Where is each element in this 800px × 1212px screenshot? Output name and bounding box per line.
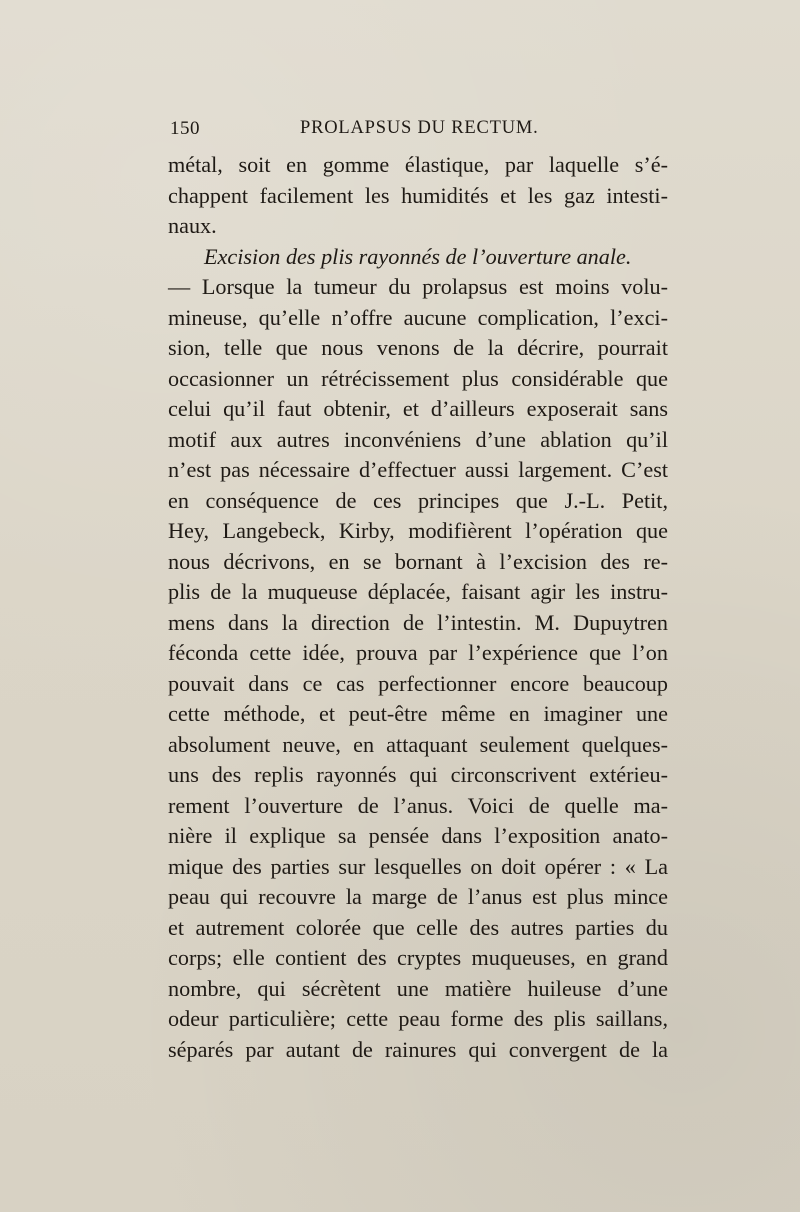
- text-line: séparés par autant de rainures qui convergent de la: [168, 1036, 668, 1062]
- text-line: métal, soit en gomme élastique, par laquelle s’é-: [168, 152, 668, 177]
- text-line: occasionner un rétrécissement plus considérable que: [168, 365, 668, 391]
- text-line: nous décrivons, en se bornant à l’excision des re-: [168, 548, 668, 574]
- running-title: PROLAPSUS DU RECTUM.: [300, 118, 539, 138]
- text-line: motif aux autres inconvéniens d’une ablation qu’il: [168, 426, 668, 452]
- text-line: nière il explique sa pensée dans l’exposition anato-: [168, 823, 668, 848]
- page-number: 150: [170, 118, 200, 139]
- body-text: [168, 150, 668, 1065]
- text-line: Hey, Langebeck, Kirby, modifièrent l’opération que: [168, 518, 668, 543]
- text-line: plis de la muqueuse déplacée, faisant agir les instru-: [168, 579, 668, 604]
- text-line: — Lorsque la tumeur du prolapsus est moins volu-: [168, 274, 668, 299]
- text-line: pouvait dans ce cas perfectionner encore beaucoup: [168, 670, 668, 696]
- text-line: uns des replis rayonnés qui circonscrivent extérieu-: [168, 762, 668, 787]
- text-line: peau qui recouvre la marge de l’anus est plus mince: [168, 884, 668, 909]
- text-line: naux.: [168, 213, 217, 238]
- text-line: absolument neuve, en attaquant seulement quelques-: [168, 731, 668, 757]
- text-line: celui qu’il faut obtenir, et d’ailleurs exposerait sans: [168, 396, 668, 421]
- text-line: féconda cette idée, prouva par l’expérience que l’on: [168, 640, 668, 665]
- text-line: corps; elle contient des cryptes muqueuses, en grand: [168, 945, 668, 970]
- section-heading: Excision des plis rayonnés de l’ouverture anale.: [204, 243, 632, 269]
- text-line: et autrement colorée que celle des autres parties du: [168, 914, 668, 940]
- text-line: mens dans la direction de l’intestin. M. Dupuytren: [168, 609, 668, 635]
- text-line: mique des parties sur lesquelles on doit opérer : « La: [168, 853, 668, 879]
- text-line: cette méthode, et peut-être même en imaginer une: [168, 701, 668, 726]
- text-line: mineuse, qu’elle n’offre aucune complication, l’exci-: [168, 304, 668, 330]
- text-line: nombre, qui sécrètent une matière huileuse d’une: [168, 975, 668, 1001]
- text-line: en conséquence de ces principes que J.-L. Petit,: [168, 487, 668, 513]
- text-line: rement l’ouverture de l’anus. Voici de quelle ma-: [168, 792, 668, 818]
- running-head: [170, 118, 690, 144]
- text-line: chappent facilement les humidités et les gaz intesti-: [168, 182, 668, 208]
- text-line: odeur particulière; cette peau forme des plis saillans,: [168, 1006, 668, 1031]
- text-line: sion, telle que nous venons de la décrire, pourrait: [168, 335, 668, 360]
- text-line: n’est pas nécessaire d’effectuer aussi largement. C’est: [168, 457, 668, 482]
